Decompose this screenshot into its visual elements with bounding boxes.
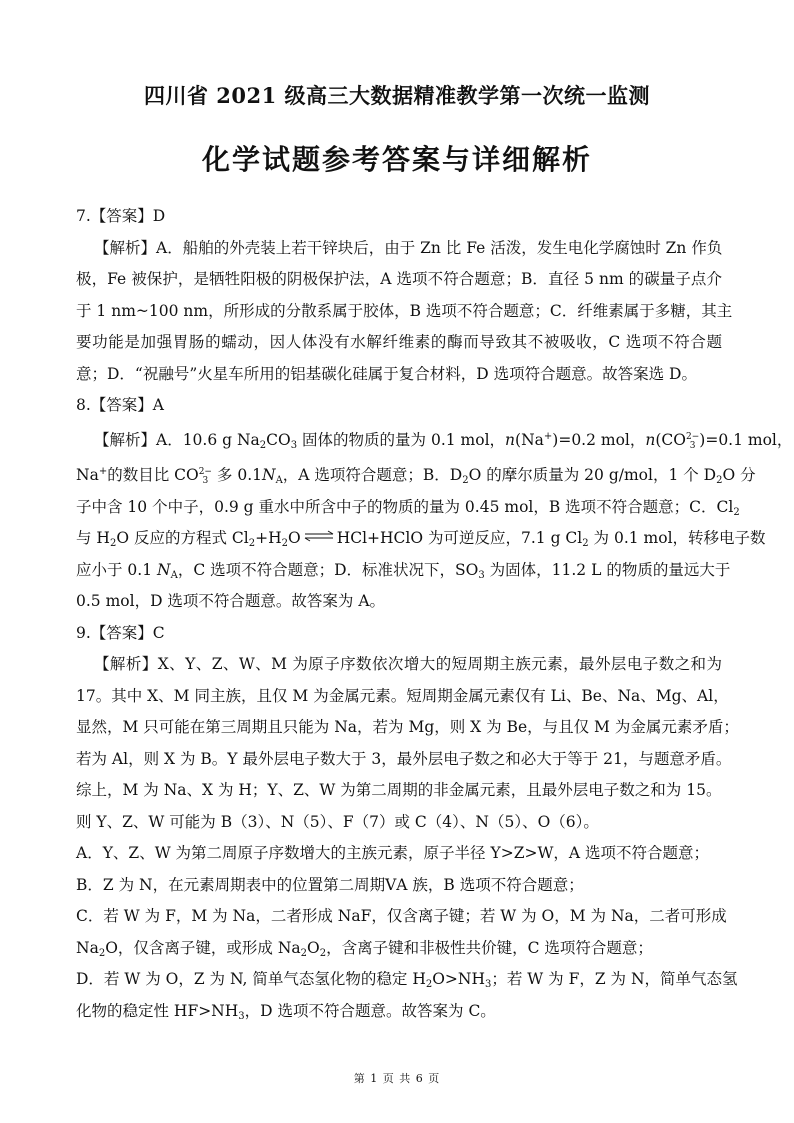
q8-analysis-line: 0.5 mol，D 选项不符合题意。故答案为 A。: [76, 592, 386, 610]
q9-analysis-line: 综上，M 为 Na、X 为 H；Y、Z、W 为第二周期的非金属元素，且最外层电子数之和为 15。: [76, 781, 722, 799]
q9-analysis-line: 显然，M 只可能在第三周期且只能为 Na，若为 Mg，则 X 为 Be，与且仅 M 为金属元素矛盾；: [76, 718, 739, 736]
page-number: 第 1 页 共 6 页: [353, 1072, 441, 1085]
q8-answer: 8.【答案】A: [76, 396, 164, 414]
q9-option-b: B．Z 为 N，在元素周期表中的位置第二周期ⅤA 族，B 选项不符合题意；: [76, 875, 584, 894]
q9-option-c-cont: $Na_2O$，仅含离子键，或形成 $Na_2O_2$，含离子键和非极性共价键，C 选项符合题意；: [76, 938, 653, 959]
document-title: 化学试题参考答案与详细解析: [201, 143, 592, 176]
q7-analysis-line: 意；D．“祝融号”火星车所用的铝基碳化硅属于复合材料，D 选项符合题意。故答案选 D。: [76, 364, 697, 383]
q7-answer: 7.【答案】D: [76, 207, 166, 225]
q9-option-c: C．若 W 为 F，M 为 Na，二者形成 NaF，仅含离子键；若 W 为 O，M 为 Na，二者可形成: [76, 907, 727, 925]
q7-analysis-line: 【解析】A．船舶的外壳装上若干锌块后，由于 Zn 比 Fe 活泼，发生电化学腐蚀时 Zn 作负: [94, 238, 723, 257]
q8-analysis-line: 应小于 0.1 $N_A$，C 选项不符合题意；D．标准状况下，$SO_3$ 为固体，11.2 L 的物质的量远大于: [76, 560, 731, 581]
q8-analysis-line: 子中含 10 个中子，0.9 g 重水中所含中子的物质的量为 0.45 mol，B 选项不符合题意；C．$Cl_2$: [76, 497, 740, 518]
exam-title: 四川省 2021 级高三大数据精准教学第一次统一监测: [143, 83, 651, 108]
q8-analysis-line: 【解析】A．10.6 g $Na_2CO_3$ 固体的物质的量为 0.1 mol，n(Na+)=0.2 mol，n(CO 2− 3 )=0.1 mol，: [94, 430, 793, 451]
q9-option-d: D．若 W 为 O，Z 为 N, 简单气态氢化物的稳定 $H_2O>NH_3$；若 W 为 F，Z 为 N，简单气态氢: [76, 970, 738, 990]
q9-analysis-line: 则 Y、Z、W 可能为 B（3）、N（5）、F（7）或 C（4）、N（5）、O（6）。: [76, 812, 599, 831]
document-body: [76, 201, 793, 1027]
reversible-arrow-icon: [301, 531, 337, 541]
q9-option-a: A．Y、Z、W 为第二周原子序数增大的主族元素，原子半径 Y>Z>W，A 选项不符合题意；: [76, 844, 710, 862]
q9-option-d-cont: 化物的稳定性 $HF>NH_3$，D 选项不符合题意。故答案为 C。: [76, 1001, 496, 1022]
q7-analysis-line: 于 1 nm~100 nm，所形成的分散系属于胶体，B 选项不符合题意；C．纤维素属于多糖，其主: [76, 301, 733, 320]
q9-analysis-line: 若为 Al，则 X 为 B。Y 最外层电子数大于 3，最外层电子数之和必大于等于 21，与题意矛盾。: [76, 749, 732, 768]
q9-analysis-line: 【解析】X、Y、Z、W、M 为原子序数依次增大的短周期主族元素，最外层电子数之和为: [94, 655, 722, 673]
q7-analysis-line: 极，Fe 被保护，是牺牲阳极的阴极保护法，A 选项不符合题意；B．直径 5 nm 的碳量子点介: [76, 270, 722, 288]
q8-analysis-line: 与 $H_2O$ 反应的方程式 $Cl_2+H_2O$ HCl+HClO 为可逆反应，7.1 g $Cl_2$ 为 0.1 mol，转移电子数: [76, 529, 766, 549]
q8-analysis-line: Na+的数目比 CO 2− 3 多 $0.1N_A$，A 选项符合题意；B．$D_2O$ 的摩尔质量为 20 g/mol，1 个 $D_2O$ 分: [76, 465, 756, 486]
q7-analysis-line: 要功能是加强胃肠的蠕动，因人体没有水解纤维素的酶而导致其不被吸收，C 选项不符合题: [76, 333, 722, 351]
q9-answer: 9.【答案】C: [76, 623, 165, 642]
q9-analysis-line: 17。其中 X、M 同主族，且仅 M 为金属元素。短周期金属元素仅有 Li、Be、Na、Mg、Al，: [76, 686, 729, 705]
